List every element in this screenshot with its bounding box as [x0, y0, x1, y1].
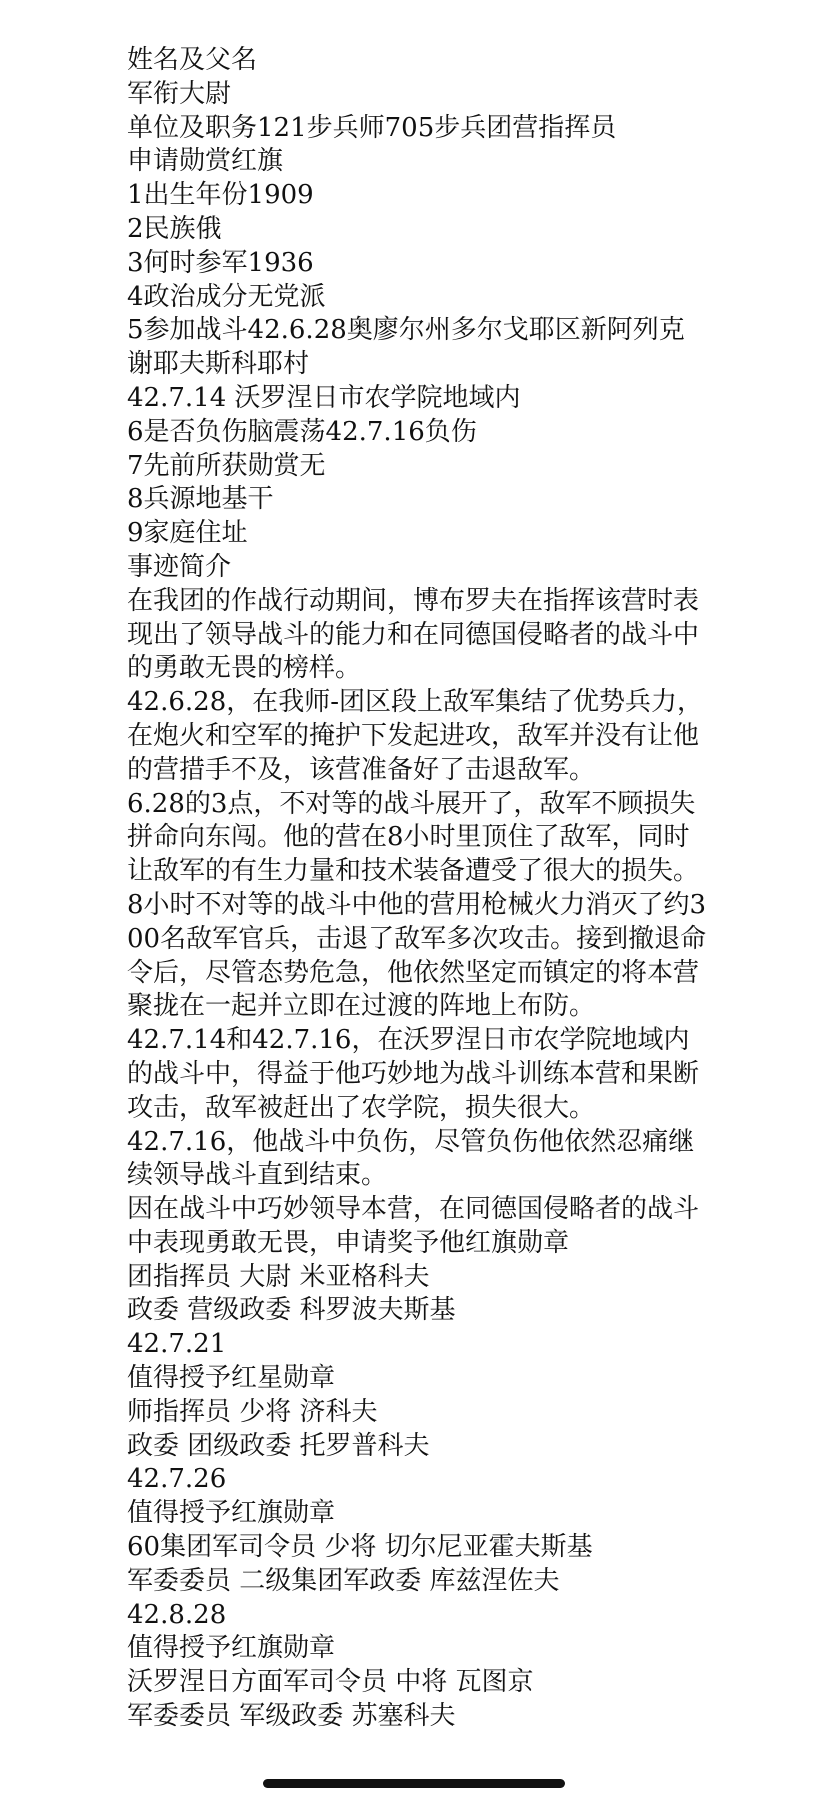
narrative-paragraph: 42.7.14和42.7.16，在沃罗涅日市农学院地域内的战斗中，得益于他巧妙地为战斗训练本营和果断攻击，敌军被赶出了农学院，损失很大。	[127, 1025, 700, 1123]
endorsement-date: 42.7.26	[127, 1464, 227, 1495]
narrative-paragraph: 因在战斗中巧妙领导本营，在同德国侵略者的战斗中表现勇敢无畏，申请奖予他红旗勋章	[127, 1194, 700, 1258]
battles-field: 5参加战斗42.6.28奥廖尔州多尔戈耶区新阿列克谢耶夫斯科耶村	[127, 315, 685, 380]
front-council-member-signature: 军委委员 军级政委 苏塞科夫	[127, 1701, 456, 1732]
battle-second-location: 42.7.14 沃罗涅日市农学院地域内	[127, 382, 521, 413]
award-requested-field: 申请勋赏红旗	[127, 146, 284, 177]
previous-awards-field: 7先前所获勋赏无	[127, 450, 326, 481]
award-document	[127, 44, 707, 1734]
home-indicator-bar[interactable]	[263, 1779, 565, 1788]
rank-field: 军衔大尉	[127, 78, 232, 109]
narrative-paragraph: 42.7.16，他战斗中负伤，尽管负伤他依然忍痛继续领导战斗直到结束。	[127, 1126, 695, 1191]
party-field: 4政治成分无党派	[127, 281, 326, 312]
birth-year-field: 1出生年份1909	[127, 180, 314, 211]
division-commander-signature: 师指挥员 少将 济科夫	[127, 1396, 378, 1427]
endorsement-decision: 值得授予红星勋章	[127, 1363, 336, 1394]
army-commander-signature: 60集团军司令员 少将 切尔尼亚霍夫斯基	[127, 1532, 593, 1563]
regiment-commissar-signature: 政委 营级政委 科罗波夫斯基	[127, 1295, 456, 1326]
army-council-member-signature: 军委委员 二级集团军政委 库兹涅佐夫	[127, 1565, 560, 1596]
narrative-paragraph: 在我团的作战行动期间，博布罗夫在指挥该营时表现出了领导战斗的能力和在同德国侵略者的战斗中的勇敢无畏的榜样。	[127, 585, 700, 684]
wounds-field: 6是否负伤脑震荡42.7.16负伤	[127, 416, 477, 447]
division-commissar-signature: 政委 团级政委 托罗普科夫	[127, 1430, 430, 1461]
regiment-commander-signature: 团指挥员 大尉 米亚格科夫	[127, 1261, 430, 1292]
nationality-field: 2民族俄	[127, 213, 222, 244]
narrative-paragraph: 42.6.28，在我师-团区段上敌军集结了优势兵力，在炮火和空军的掩护下发起进攻，敌军并没有让他的营措手不及，该营准备好了击退敌军。	[127, 687, 704, 785]
endorsement-decision: 值得授予红旗勋章	[127, 1633, 336, 1664]
endorsement-date: 42.8.28	[127, 1599, 227, 1630]
enlistment-field: 3何时参军1936	[127, 247, 314, 278]
front-commander-signature: 沃罗涅日方面军司令员 中将 瓦图京	[127, 1667, 534, 1698]
endorsement-date: 42.7.21	[127, 1329, 227, 1360]
conscription-source-field: 8兵源地基干	[127, 484, 274, 515]
narrative-paragraph: 6.28的3点，不对等的战斗展开了，敌军不顾损失拼命向东闯。他的营在8小时里顶住了敌军，同时让敌军的有生力量和技术装备遭受了很大的损失。8小时不对等的战斗中他的营用枪械火力消灭了约300名敌军官兵，击退了敌军多次攻击。接到撤退命令后，尽管态势危急，他依然坚定而镇定的将本营聚拢在一起并立即在过渡的阵地上布防。	[127, 788, 707, 1022]
endorsement-decision: 值得授予红旗勋章	[127, 1498, 336, 1529]
deeds-heading: 事迹简介	[127, 551, 232, 582]
unit-position-field: 单位及职务121步兵师705步兵团营指挥员	[127, 112, 617, 143]
home-address-field: 9家庭住址	[127, 518, 248, 549]
name-field: 姓名及父名	[127, 45, 258, 75]
